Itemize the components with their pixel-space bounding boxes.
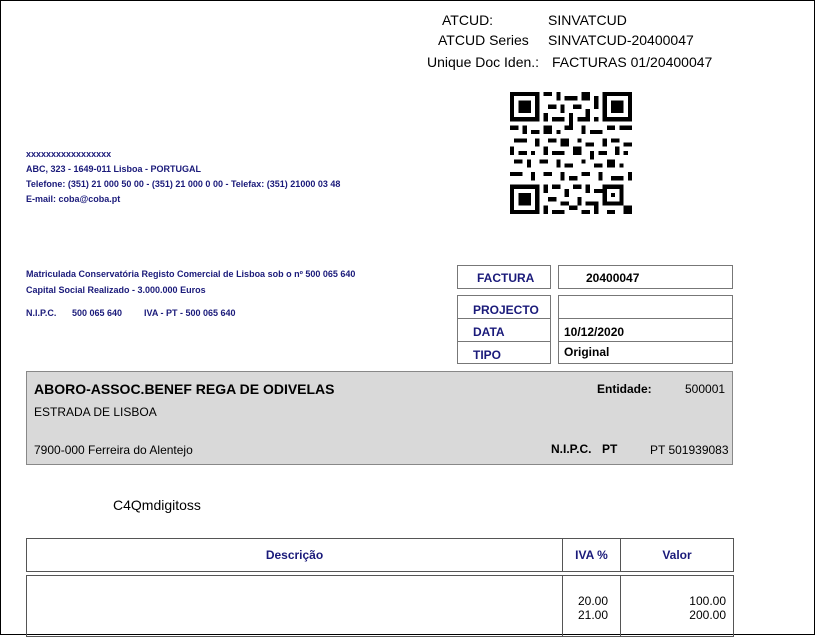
company-nipc-label: N.I.P.C. — [26, 308, 57, 318]
factura-value: 20400047 — [586, 271, 640, 285]
qr-code-icon — [510, 92, 632, 214]
company-capital: Capital Social Realizado - 3.000.000 Euros — [26, 285, 206, 295]
unique-doc-value: FACTURAS 01/20400047 — [552, 54, 713, 70]
company-nipc-value: 500 065 640 — [72, 308, 123, 318]
tipo-label: TIPO — [473, 348, 502, 362]
company-address: ABC, 323 - 1649-011 Lisboa - PORTUGAL — [26, 164, 202, 174]
client-name: ABORO-ASSOC.BENEF REGA DE ODIVELAS — [34, 381, 335, 397]
company-name: xxxxxxxxxxxxxxxxx — [26, 149, 112, 159]
company-phones: Telefone: (351) 21 000 50 00 - (351) 21 000 0 00 - Telefax: (351) 21000 03 48 — [26, 179, 341, 189]
atcud-label: ATCUD: — [442, 12, 494, 28]
entidade-label: Entidade: — [597, 382, 652, 396]
factura-label: FACTURA — [477, 271, 535, 285]
atcud-series-value: SINVATCUD-20400047 — [548, 32, 694, 48]
atcud-value: SINVATCUD — [548, 12, 627, 28]
company-registry: Matriculada Conservatória Registo Comercial de Lisboa sob o nº 500 065 640 — [26, 269, 356, 279]
projecto-label: PROJECTO — [473, 303, 539, 317]
client-country: PT — [602, 442, 618, 456]
details-value-box — [558, 295, 733, 364]
table-row-valor: 200.00 — [689, 608, 726, 622]
tipo-value: Original — [564, 345, 610, 359]
iva-cell — [562, 575, 621, 637]
unique-doc-label: Unique Doc Iden.: — [427, 54, 540, 70]
factura-value-box — [558, 265, 733, 289]
col-valor-header: Valor — [620, 538, 734, 572]
table-row-valor: 100.00 — [689, 594, 726, 608]
client-street: ESTRADA DE LISBOA — [34, 405, 157, 419]
company-iva: IVA - PT - 500 065 640 — [144, 308, 236, 318]
data-value: 10/12/2020 — [564, 325, 625, 339]
atcud-series-label: ATCUD Series — [438, 32, 529, 48]
client-nipc-label: N.I.P.C. — [551, 442, 592, 456]
table-row-iva: 20.00 — [577, 594, 608, 608]
factura-label-box — [457, 265, 551, 289]
table-row-iva: 21.00 — [577, 608, 608, 622]
client-box — [26, 371, 733, 465]
data-label: DATA — [473, 325, 505, 339]
company-email: E-mail: coba@coba.pt — [26, 194, 121, 204]
client-city: 7900-000 Ferreira do Alentejo — [34, 443, 193, 457]
descricao-cell — [26, 575, 563, 637]
col-iva-header: IVA % — [562, 538, 621, 572]
document-note: C4Qmdigitoss — [113, 497, 201, 513]
details-label-box — [457, 295, 551, 364]
valor-cell — [620, 575, 734, 637]
col-descricao-header: Descrição — [26, 538, 563, 572]
entidade-value: 500001 — [685, 382, 726, 396]
client-nipc-value: PT 501939083 — [650, 443, 729, 457]
